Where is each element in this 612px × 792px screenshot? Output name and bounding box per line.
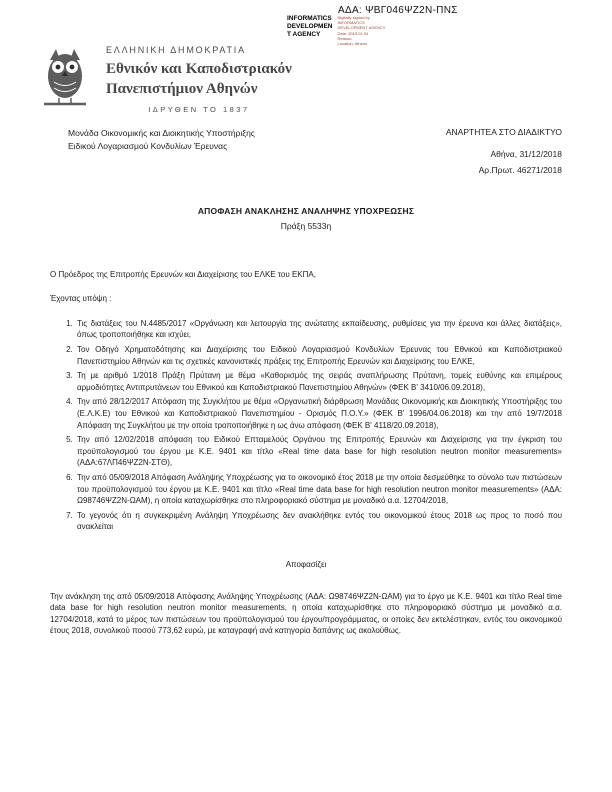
founded-label: ΙΔΡΥΘΕΝ ΤΟ 1837: [148, 105, 250, 114]
university-logo: [36, 44, 94, 114]
ada-code: ΑΔΑ: ΨΒΓ046ΨΖ2Ν-ΠΝΣ: [338, 5, 458, 16]
unit-line: Ειδικού Λογαριασμού Κονδυλίων Έρευνας: [68, 141, 228, 152]
having-regard-label: Έχοντας υπόψη :: [50, 294, 112, 304]
university-name-line2: Πανεπιστήμιον Αθηνών: [106, 80, 258, 97]
issuing-unit: [50, 127, 255, 153]
stamp-detail-line: DEVELOPMENT AGENCY: [337, 25, 386, 31]
list-item: 3. Τη με αριθμό 1/2018 Πράξη Πρύτανη με θέμα «Καθορισμός της σειράς αναπλήρωσης Πρύτανη, τομείς ευθύνης και επιμέρους αρμοδιότητες Αντιπρυτάνεων του Εθνικού και Καποδιστριακού Πανεπιστημίου Αθηνών» (ΦΕΚ Β' 3410/06.09.2018),: [75, 370, 562, 393]
stamp-detail-line: Digitally signed by: [337, 15, 370, 20]
list-item: 5. Την από 12/02/2018 απόφαση του Ειδικού Επταμελούς Οργάνου της Επιτροπής Ερευνών και Διαχείρισης για την έγκριση του προϋπολογισμού του έργου με Κ.Ε. 9401 και τίτλο «Real time data base for high resolution neutron monitor measurements» (ΑΔΑ:67ΛΠ46ΨΖ2Ν-ΣΤΘ),: [75, 434, 562, 469]
having-regard-list: [50, 318, 562, 533]
stamp-detail-line: INFORMATICS: [337, 20, 365, 26]
signature-stamp: [287, 15, 385, 46]
stamp-agency-line: DEVELOPMEN: [287, 22, 333, 30]
letterhead: [36, 44, 292, 114]
decision-paragraph: Την ανάκληση της από 05/09/2018 Απόφασης Ανάληψης Υποχρέωσης (ΑΔΑ: Ω98746ΨΖ2Ν-ΩΑΜ) για το έργο με Κ.Ε. 9401 και τίτλο Real time data base for high resolution neutron monitor measurements, η οποία καταχωρίσθηκε στο πληροφοριακό σύστημα με μοναδικό α.α. 12704/2018, κατά το μέρος των πιστώσεων του προϋπολογισμού του έργου/προγράμματος, οι οποίες δεν εκτελέστηκαν, εντός του οικονομικού έτους 2018, συνολικού ποσού 773,62 ευρώ, με καταγραφή ανά κατηγορία δαπάνης ως ακολούθως.: [50, 591, 562, 636]
stamp-detail-line: Reason:: [337, 35, 353, 41]
list-item: 4. Την από 28/12/2017 Απόφαση της Συγκλήτου με θέμα «Οργανωτική διάρθρωση Μονάδας Οικονομικής και Διοικητικής Υποστήριξης του (Ε.Λ.Κ.Ε) του Εθνικού και Καποδιστριακού Πανεπιστημίου - Ορισμός Π.Ο.Υ.» (ΦΕΚ Β' 1996/04.06.2018) και την από 19/7/2018 Απόφαση της Συγκλήτου με την οποία τροποποιήθηκε η ως άνω απόφαση (ΦΕΚ Β' 4118/20.09.2018),: [75, 396, 562, 431]
document-body: [50, 205, 562, 645]
letterhead-text: [106, 44, 292, 114]
document-title: ΑΠΟΦΑΣΗ ΑΝΑΚΛΗΣΗΣ ΑΝΑΛΗΨΗΣ ΥΠΟΧΡΕΩΣΗΣ: [197, 206, 415, 216]
stamp-agency-line: T AGENCY: [287, 30, 321, 38]
list-item: 1. Τις διατάξεις του Ν.4485/2017 «Οργάνωση και λειτουργία της ανώτατης εκπαίδευσης, ρυθμίσεις για την έρευνα και άλλες διατάξεις», όπως τροποποιήθηκε και ισχύει,: [75, 318, 562, 341]
posting-block: [446, 127, 562, 175]
stamp-signature-details: [338, 15, 386, 46]
university-name-line1: Εθνικόν και Καποδιστριακόν: [106, 61, 292, 77]
stamp-detail-line: Location: Athens: [337, 40, 368, 46]
document-title-block: [50, 205, 562, 233]
stamp-agency-line: INFORMATICS: [287, 15, 332, 22]
list-item: 7. Το γεγονός ότι η συγκεκριμένη Ανάληψη Υποχρέωσης δεν ανακλήθηκε εντός του οικονομικού έτους 2018 ως προς το ποσό που ανακλείται: [75, 510, 562, 533]
protocol-number: Αρ.Πρωτ. 46271/2018: [478, 165, 562, 175]
unit-line: Μονάδα Οικονομικής και Διοικητικής Υποστήριξης: [68, 128, 255, 138]
stamp-detail-line: Date: 2019.01.04: [337, 30, 369, 36]
decides-label: Αποφασίζει: [285, 559, 327, 569]
hellenic-republic-label: ΕΛΛΗΝΙΚΗ ΔΗΜΟΚΡΑΤΙΑ: [106, 45, 246, 55]
web-posting-label: ΑΝΑΡΤΗΤΕΑ ΣΤΟ ΔΙΑΔΙΚΤΥΟ: [445, 127, 562, 137]
stamp-agency-name: [287, 15, 333, 38]
subheader-row: [50, 127, 562, 175]
owl-logo-icon: [36, 44, 94, 108]
intro-paragraph: Ο Πρόεδρος της Επιτροπής Ερευνών και Διαχείρισης του ΕΛΚΕ του ΕΚΠΑ,: [50, 269, 316, 279]
list-item: 2. Τον Οδηγό Χρηματοδότησης και Διαχείρισης του Ειδικού Λογαριασμού Κονδυλίων Έρευνας του Εθνικού και Καποδιστριακού Πανεπιστημίου Αθηνών και τις σχετικές κανονιστικές πράξεις της Επιτροπής Ερευνών και Διαχείρισης του ΕΛΚΕ,: [75, 344, 562, 367]
city-date: Αθήνα, 31/12/2018: [490, 149, 562, 159]
list-item: 6. Την από 05/09/2018 Απόφαση Ανάληψης Υποχρέωσης για το οικονομικό έτος 2018 με την οποία δεσμεύθηκε το σύνολο των πιστώσεων του προϋπολογισμού του έργου με Κ.Ε. 9401 και τίτλο «Real time data base for high resolution neutron monitor measurements» (ΑΔΑ: Ω98746ΨΖ2Ν-ΩΑΜ), η οποία καταχωρίσθηκε στο πληροφοριακό σύστημα με μοναδικό α.α. 12704/2018,: [75, 472, 562, 507]
act-number: Πράξη 5533η: [280, 221, 332, 232]
